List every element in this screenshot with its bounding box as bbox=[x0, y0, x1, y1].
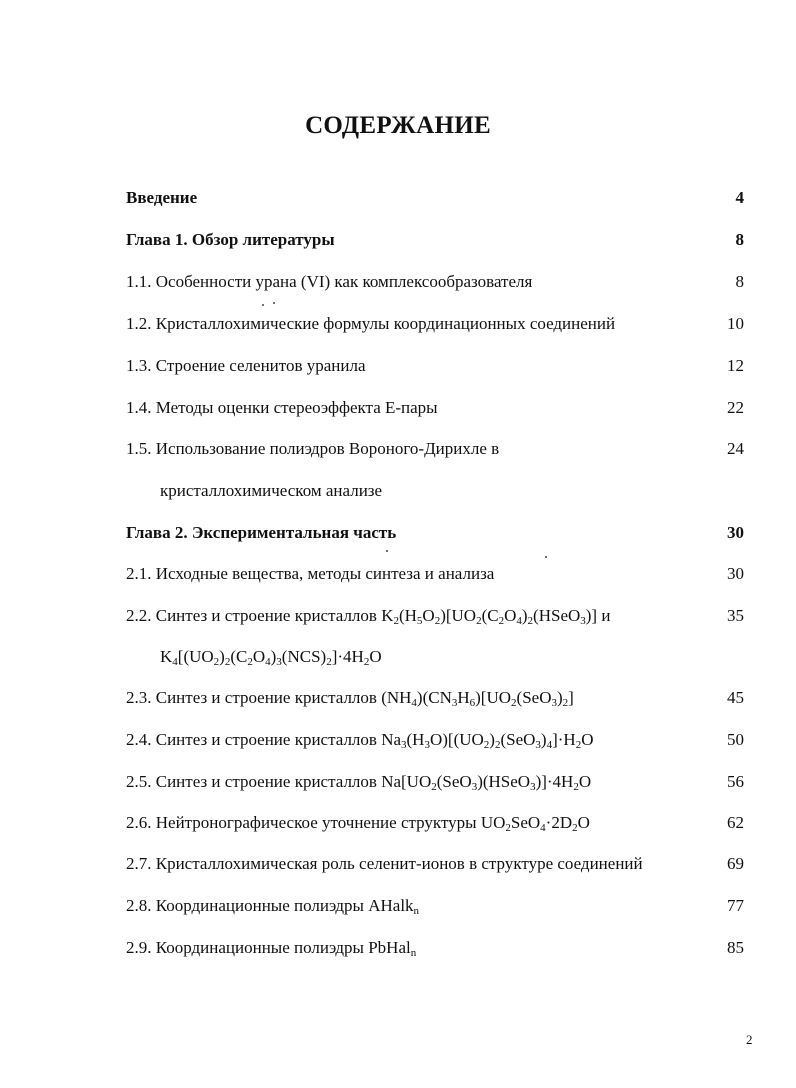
toc-entry-prefix: 2.6. Нейтронографическое уточнение структуры bbox=[126, 813, 481, 832]
chemical-formula: $K_2(H_5O_2)[UO_2(C_2O_4)_2(HSeO_3)]$ и bbox=[381, 606, 611, 627]
toc-entry-text bbox=[126, 686, 574, 710]
toc-entry-2-3[interactable] bbox=[126, 686, 744, 710]
toc-entry-2-4[interactable] bbox=[126, 728, 744, 752]
toc-entry-page: 45 bbox=[727, 688, 744, 707]
toc-entry-text bbox=[126, 811, 590, 835]
toc-entry-page: 77 bbox=[727, 896, 744, 915]
toc-entry-text: 1.2. Кристаллохимические формулы координационных соединений bbox=[126, 314, 616, 333]
toc-entry-page: 12 bbox=[727, 356, 744, 375]
toc-entry-page: 85 bbox=[727, 938, 744, 957]
toc-entry-text: 2.1. Исходные вещества, методы синтеза и анализа bbox=[126, 564, 495, 583]
toc-entry-page: 50 bbox=[727, 730, 744, 749]
toc-entry-prefix: 2.9. Координационные полиэдры bbox=[126, 938, 369, 957]
toc-entry-page: 30 bbox=[727, 523, 744, 542]
toc-entry-1-2[interactable] bbox=[126, 312, 744, 336]
toc-entry-text: Введение bbox=[126, 188, 198, 207]
chemical-formula: $UO_2SeO_4\cdot 2D_2O$ bbox=[480, 813, 590, 834]
toc-entry-text bbox=[126, 604, 610, 628]
toc-entry-1-1[interactable] bbox=[126, 270, 744, 294]
scan-speck bbox=[545, 556, 547, 558]
toc-entry-1-5-continuation[interactable] bbox=[126, 479, 744, 503]
toc-entry-text: кристаллохимическом анализе bbox=[160, 481, 383, 500]
toc-entry-text: 1.4. Методы оценки стереоэффекта Е-пары bbox=[126, 398, 438, 417]
scan-speck bbox=[262, 304, 264, 306]
chemical-formula: AHalk$_n$ bbox=[368, 896, 420, 917]
scan-speck bbox=[273, 302, 275, 304]
toc-entry-page: 69 bbox=[727, 854, 744, 873]
toc-entry-2-8[interactable] bbox=[126, 894, 744, 918]
chemical-formula: $K_4[(UO_2)_2(C_2O_4)_3(NCS)_2]\cdot 4H_2O$ bbox=[160, 647, 382, 668]
toc-entry-page: 24 bbox=[727, 439, 744, 458]
toc-entry-prefix: 2.3. Синтез и строение кристаллов bbox=[126, 688, 382, 707]
toc-entry-text bbox=[126, 770, 591, 794]
toc-entry-2-2-continuation[interactable] bbox=[126, 645, 744, 669]
toc-entry-2-9[interactable] bbox=[126, 936, 744, 960]
toc-entry-text: 1.1. Особенности урана (VI) как комплексообразователя bbox=[126, 272, 533, 291]
toc-entry-chapter-2[interactable] bbox=[126, 521, 744, 545]
toc-entry-1-5[interactable] bbox=[126, 437, 744, 461]
toc-entry-2-1[interactable] bbox=[126, 562, 744, 586]
page-number: 2 bbox=[746, 1032, 753, 1047]
toc-entry-page: 35 bbox=[727, 606, 744, 625]
toc-entry-prefix: 2.4. Синтез и строение кристаллов bbox=[126, 730, 382, 749]
toc-entry-2-5[interactable] bbox=[126, 770, 744, 794]
toc-entry-text: 2.7. Кристаллохимическая роль селенит-ионов в структуре соединений bbox=[126, 854, 643, 873]
toc-entry-page: 4 bbox=[735, 188, 744, 207]
toc-entry-page: 30 bbox=[727, 564, 744, 583]
toc-entry-2-6[interactable] bbox=[126, 811, 744, 835]
toc-entry-page: 22 bbox=[727, 398, 744, 417]
toc-entry-text: 1.5. Использование полиэдров Вороного-Дирихле в bbox=[126, 439, 500, 458]
toc-entry-text: 1.3. Строение селенитов уранила bbox=[126, 356, 366, 375]
scan-speck bbox=[386, 550, 388, 552]
toc-entry-prefix: 2.5. Синтез и строение кристаллов bbox=[126, 772, 382, 791]
toc-entry-page: 62 bbox=[727, 813, 744, 832]
toc-entry-page: 8 bbox=[735, 272, 744, 291]
toc-entry-text bbox=[126, 936, 416, 960]
chemical-formula: $Na[UO_2(SeO_3)(HSeO_3)]\cdot 4H_2O$ bbox=[381, 772, 592, 793]
toc-entry-2-2[interactable] bbox=[126, 604, 744, 628]
toc-entry-page: 8 bbox=[735, 230, 744, 249]
chemical-formula: $(NH_4)(CN_3H_6)[UO_2(SeO_3)_2]$ bbox=[381, 688, 574, 709]
toc-entry-introduction[interactable] bbox=[126, 186, 744, 210]
toc-entry-text: Глава 1. Обзор литературы bbox=[126, 230, 335, 249]
toc-entry-1-3[interactable] bbox=[126, 354, 744, 378]
toc-entry-text bbox=[126, 728, 593, 752]
toc-entry-text bbox=[126, 894, 419, 918]
toc-entry-page: 10 bbox=[727, 314, 744, 333]
toc-entry-2-7[interactable] bbox=[126, 852, 744, 876]
toc-entry-chapter-1[interactable] bbox=[126, 228, 744, 252]
page-title: СОДЕРЖАНИЕ bbox=[305, 112, 491, 139]
toc-entry-1-4[interactable] bbox=[126, 396, 744, 420]
toc-entry-text: Глава 2. Экспериментальная часть bbox=[126, 523, 397, 542]
toc-entry-page: 56 bbox=[727, 772, 744, 791]
toc-entry-prefix: 2.8. Координационные полиэдры bbox=[126, 896, 369, 915]
chemical-formula: PbHal$_n$ bbox=[368, 938, 417, 959]
chemical-formula: $Na_3(H_3O)[(UO_2)_2(SeO_3)_4]\cdot H_2O$ bbox=[381, 730, 594, 751]
toc-entry-prefix: 2.2. Синтез и строение кристаллов bbox=[126, 606, 382, 625]
